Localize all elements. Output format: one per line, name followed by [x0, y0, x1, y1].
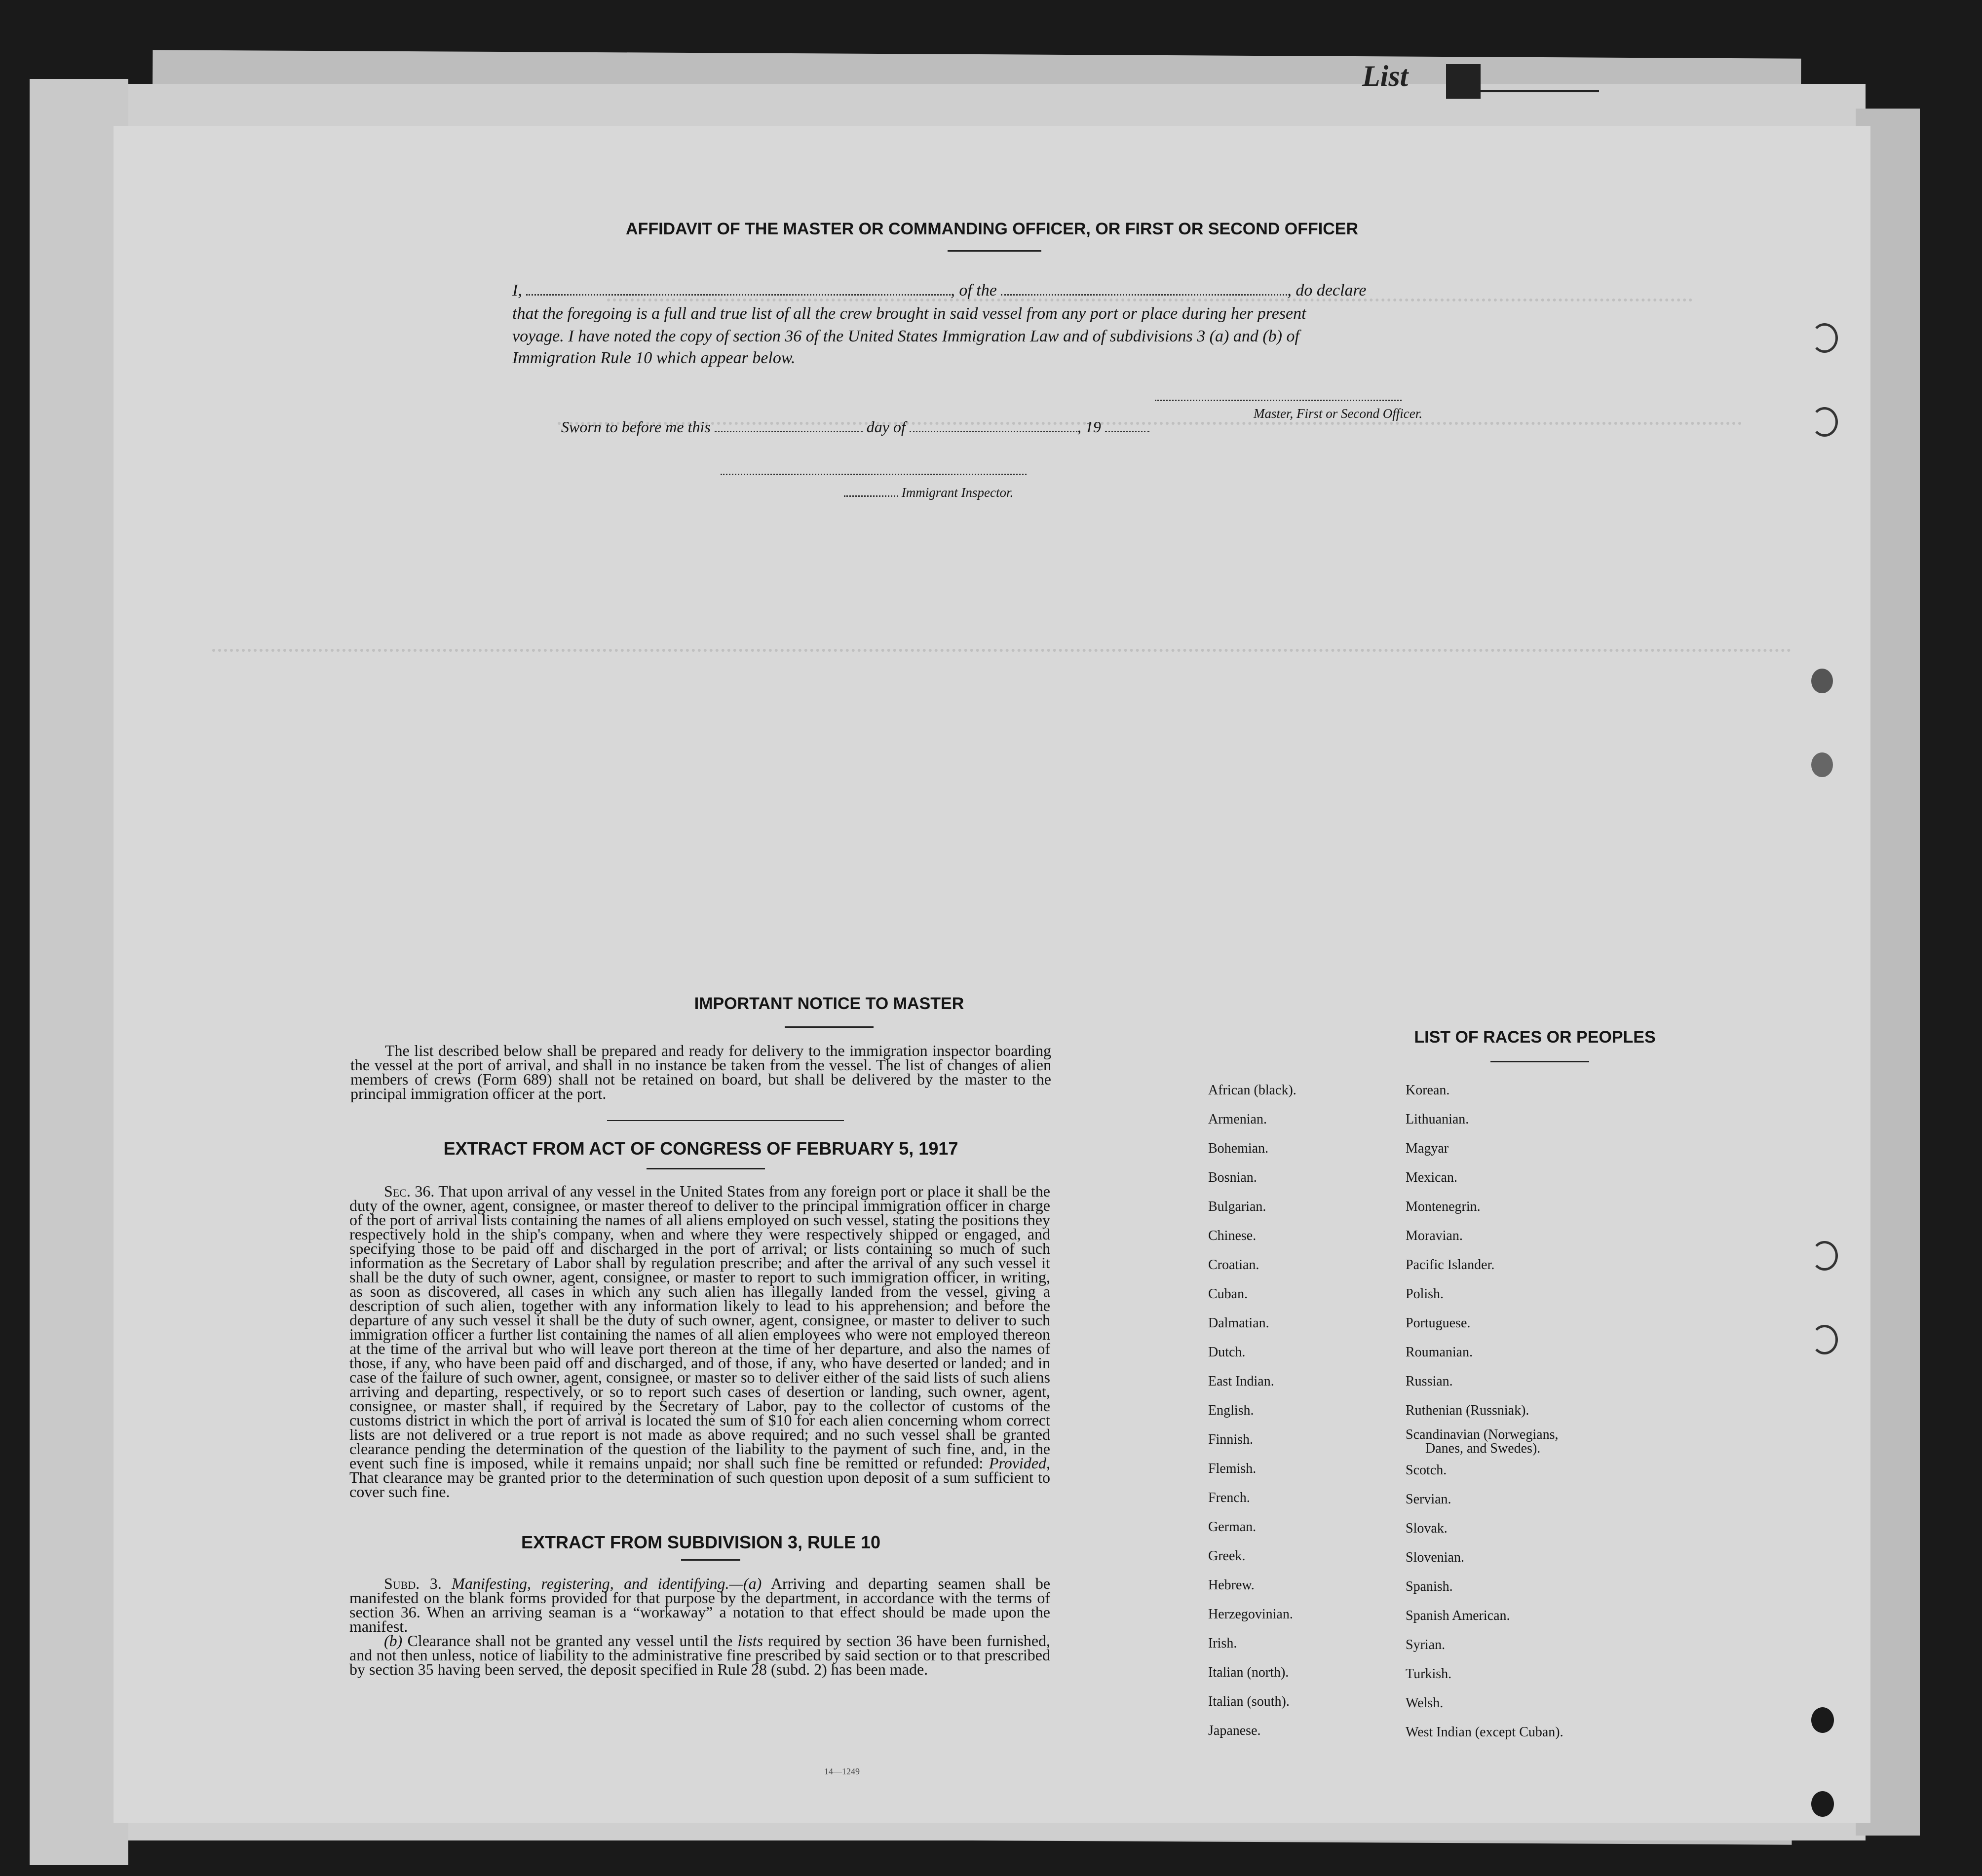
- list-label: List: [1362, 60, 1409, 92]
- sworn-label: Sworn to before me this: [561, 418, 711, 436]
- race-item: Bosnian.: [1208, 1170, 1257, 1185]
- notice-title: IMPORTANT NOTICE TO MASTER: [694, 994, 964, 1013]
- race-item: Danes, and Swedes).: [1425, 1441, 1541, 1456]
- binder-hole: [1811, 1325, 1838, 1354]
- para-a-mark: —(a): [729, 1575, 762, 1592]
- affidavit-line-1: [512, 281, 1367, 300]
- race-item: Montenegrin.: [1406, 1199, 1481, 1214]
- race-item: Japanese.: [1208, 1723, 1261, 1738]
- list-number-tab: [1362, 59, 1599, 104]
- race-item: Flemish.: [1208, 1461, 1257, 1476]
- race-item: Korean.: [1406, 1083, 1450, 1098]
- race-item: Irish.: [1208, 1636, 1237, 1651]
- race-item: Polish.: [1406, 1286, 1444, 1302]
- day-of-label: day of: [866, 418, 906, 436]
- races-rule: [1490, 1061, 1589, 1062]
- inspector-label: [844, 485, 1013, 500]
- para-a-text: Arriving and departing seamen shall be manifested on the blank forms provided for that purpose by the department, in accordance with the terms of section 36. When an arriving seaman is a “workaway” a notation to that effect should be made upon the manifest.: [349, 1575, 1051, 1635]
- race-item: East Indian.: [1208, 1374, 1274, 1389]
- name-field[interactable]: [526, 294, 951, 296]
- race-item: English.: [1208, 1403, 1254, 1418]
- of-the-label: , of the: [951, 281, 997, 300]
- act-text: That upon arrival of any vessel in the United States from any foreign port or place it shall be the duty of the owner, agent, consignee, or master thereof to deliver to the principal immigration officer in charge of the port of arrival lists containing the names of all aliens employed on such vessel, stating the positions they respectively hold in the ship's company, when and where they were respectively shipped or engaged, and specifying those to be paid off and discharged in the port of arrival; or lists containing so much of such information as the Secretary of Labor shall by regulation prescribe; and after the arrival of any such vessel it shall be the duty of such owner, agent, consignee, or master to report to such immigration officer, in writing, as soon as discovered, all cases in which any such alien has illegally landed from the vessel, giving a description of such alien, together with any information likely to lead to his apprehension; and before the departure of any such vessel it shall be the duty of such owner, agent, consignee, or master to deliver to such immigration officer a further list containing the names of all alien employees who were not employed thereon at the time of the arrival but who will leave port thereon at the time of her departure, and also the names of those, if any, who have been paid off and discharged, and of those, if any, who have deserted or landed; and in case of the failure of such owner, agent, consignee, or master so to deliver either of the said lists of such aliens arriving and departing, respectively, or so to report such cases of desertion or landing, such owner, agent, consignee, or master shall, if required by the Secretary of Labor, pay to the collector of customs of the customs district in which the port of arrival is located the sum of $10 for each alien concerning whom correct lists are not delivered or a true report is not made as above required; and no such vessel shall be granted clearance pending the determination of the question of the liability to the payment of such fine, and, in the event such fine is imposed, while it remains unpaid; nor shall such fine be remitted or refunded:: [349, 1182, 1051, 1472]
- act-extract-body: [349, 1184, 1050, 1499]
- rule-rule: [681, 1559, 740, 1561]
- race-item: Syrian.: [1406, 1637, 1446, 1652]
- notice-rule: [785, 1026, 874, 1028]
- race-item: Russian.: [1406, 1374, 1453, 1389]
- race-item: Italian (north).: [1208, 1665, 1289, 1680]
- notice-text: The list described below shall be prepared and ready for delivery to the immigration inspector boarding the vessel at the port of arrival, and shall in no instance be taken from the vessel. The list of changes of alien members of crews (Form 689) shall not be retained on board, but shall be delivered by the master to the principal immigration officer at the port.: [350, 1042, 1051, 1102]
- race-item: Turkish.: [1406, 1666, 1452, 1682]
- inspector-extra-field[interactable]: [844, 495, 898, 497]
- race-item: Ruthenian (Russniak).: [1406, 1403, 1529, 1418]
- rule-extract-body: [349, 1576, 1050, 1677]
- list-number-line: [1456, 90, 1599, 92]
- master-label: Master, First or Second Officer.: [1254, 406, 1422, 421]
- section-divider: [607, 1120, 844, 1121]
- race-item: French.: [1208, 1490, 1250, 1505]
- provided-label: Provided,: [989, 1454, 1051, 1472]
- race-item: Lithuanian.: [1406, 1112, 1469, 1127]
- inspector-signature-field[interactable]: [721, 474, 1027, 475]
- binder-hole: [1811, 752, 1833, 777]
- race-item: African (black).: [1208, 1083, 1296, 1098]
- form-page: [114, 126, 1870, 1823]
- para-b-text-1: Clearance shall not be granted any vessel until the: [407, 1632, 733, 1650]
- para-b-mark: (b): [384, 1632, 403, 1650]
- inspector-label-text: Immigrant Inspector.: [901, 485, 1014, 500]
- sworn-year-field[interactable]: [1105, 431, 1149, 432]
- race-item: Hebrew.: [1208, 1577, 1255, 1593]
- para-b-lists: lists: [737, 1632, 763, 1650]
- race-item: Scandinavian (Norwegians,: [1406, 1427, 1559, 1442]
- race-item: Italian (south).: [1208, 1694, 1290, 1709]
- race-item: Slovak.: [1406, 1521, 1448, 1536]
- sworn-day-field[interactable]: [715, 431, 863, 432]
- race-item: Pacific Islander.: [1406, 1257, 1495, 1273]
- races-left-column: [1208, 1076, 1296, 1745]
- ink-blot: [1446, 64, 1481, 99]
- sec-label: Sec. 36.: [384, 1182, 435, 1200]
- form-number: 14—1249: [824, 1766, 860, 1776]
- title-rule: [948, 250, 1041, 252]
- race-item: Magyar: [1406, 1141, 1449, 1156]
- race-item: Moravian.: [1406, 1228, 1463, 1243]
- races-right-column: [1406, 1076, 1563, 1747]
- binder-hole: [1811, 669, 1833, 693]
- sworn-month-field[interactable]: [910, 431, 1077, 432]
- race-item: Slovenian.: [1406, 1550, 1464, 1565]
- race-item: Roumanian.: [1406, 1345, 1473, 1360]
- race-item: Dutch.: [1208, 1345, 1246, 1360]
- act-rule: [647, 1168, 765, 1169]
- pronoun-i: I,: [512, 281, 522, 300]
- race-item: Portuguese.: [1406, 1315, 1471, 1331]
- race-item: Scotch.: [1406, 1463, 1447, 1478]
- para-b-text-2: required by section 36 have been furnished, and not then unless, notice of liability to the administrative fine prescribed by said section or to that prescribed by section 35 having been served, the deposit specified in Rule 28 (subd. 2) has been made.: [349, 1632, 1051, 1678]
- affidavit-line-3: voyage. I have noted the copy of section 36 of the United States Immigration Law and of subdivisions 3 (a) and (b) of: [512, 327, 1299, 345]
- race-item: Mexican.: [1406, 1170, 1457, 1185]
- master-signature-field[interactable]: [1155, 400, 1402, 401]
- race-item: Herzegovinian.: [1208, 1607, 1293, 1622]
- race-item: Armenian.: [1208, 1112, 1267, 1127]
- race-item: Spanish.: [1406, 1579, 1453, 1594]
- act-extract-title: EXTRACT FROM ACT OF CONGRESS OF FEBRUARY 5, 1917: [443, 1138, 958, 1159]
- bleed-through-line: [212, 649, 1791, 652]
- sworn-line: [561, 418, 1149, 436]
- race-item: Welsh.: [1406, 1695, 1444, 1711]
- race-item: Cuban.: [1208, 1286, 1248, 1302]
- binder-hole: [1811, 1707, 1834, 1733]
- binder-hole: [1811, 323, 1838, 353]
- affidavit-line-4: Immigration Rule 10 which appear below.: [512, 349, 796, 367]
- vessel-field[interactable]: [1001, 294, 1287, 296]
- year-label: , 19: [1077, 418, 1101, 436]
- race-item: Chinese.: [1208, 1228, 1257, 1243]
- race-item: Croatian.: [1208, 1257, 1259, 1273]
- subd-heading: Manifesting, registering, and identifying.: [452, 1575, 729, 1592]
- race-item: Bohemian.: [1208, 1141, 1269, 1156]
- binder-hole: [1811, 1791, 1834, 1817]
- affidavit-title: AFFIDAVIT OF THE MASTER OR COMMANDING OFFICER, OR FIRST OR SECOND OFFICER: [626, 220, 1358, 238]
- race-item: Dalmatian.: [1208, 1315, 1269, 1331]
- rule-extract-title: EXTRACT FROM SUBDIVISION 3, RULE 10: [521, 1532, 881, 1552]
- race-item: Greek.: [1208, 1548, 1246, 1564]
- binder-hole: [1811, 407, 1838, 437]
- subd-label: Subd. 3.: [384, 1575, 442, 1592]
- race-item: Bulgarian.: [1208, 1199, 1266, 1214]
- declare-label: , do declare: [1287, 281, 1367, 300]
- race-item: Finnish.: [1208, 1432, 1254, 1447]
- notice-body: [350, 1044, 1051, 1101]
- race-item: West Indian (except Cuban).: [1406, 1725, 1563, 1740]
- race-item: Servian.: [1406, 1492, 1451, 1507]
- races-title: LIST OF RACES OR PEOPLES: [1414, 1028, 1656, 1047]
- act-text-end: That clearance may be granted prior to the determination of such question upon deposit of a sum sufficient to cover such fine.: [349, 1468, 1050, 1501]
- race-item: German.: [1208, 1519, 1257, 1535]
- binder-hole: [1811, 1241, 1838, 1271]
- race-item: Spanish American.: [1406, 1608, 1510, 1623]
- affidavit-line-2: that the foregoing is a full and true list of all the crew brought in said vessel from any port or place during her present: [512, 304, 1306, 323]
